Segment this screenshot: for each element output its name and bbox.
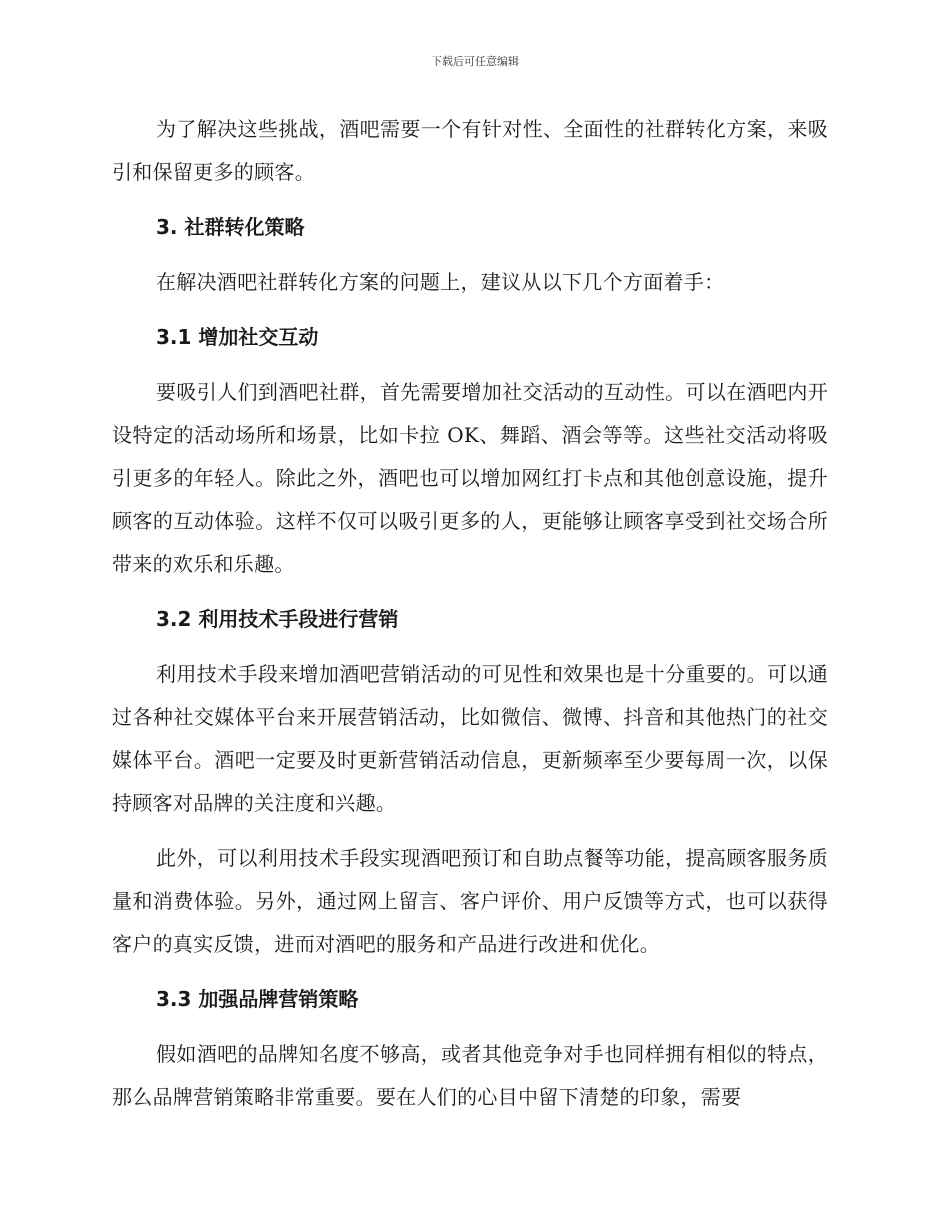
paragraph-overview: 在解决酒吧社群转化方案的问题上，建议从以下几个方面着手： [156,270,725,294]
section-heading-3-1: 3.1 增加社交互动 [156,325,319,349]
section-heading-3-2: 3.2 利用技术手段进行营销 [156,607,399,631]
section-heading-3-3: 3.3 加强品牌营销策略 [156,987,359,1011]
paragraph-intro: 为了解决这些挑战，酒吧需要一个有针对性、全面性的社群转化方案，来吸引和保留更多的顾客。 [112,117,828,184]
paragraph-brand-marketing: 假如酒吧的品牌知名度不够高，或者其他竞争对手也同样拥有相似的特点，那么品牌营销策略非常重要。要在人们的心目中留下清楚的印象，需要 [112,1042,828,1109]
document-body [112,108,828,1131]
paragraph-tech-marketing: 利用技术手段来增加酒吧营销活动的可见性和效果也是十分重要的。可以通过各种社交媒体平台来开展营销活动，比如微信、微博、抖音和其他热门的社交媒体平台。酒吧一定要及时更新营销活动信息，更新频率至少要每周一次，以保持顾客对品牌的关注度和兴趣。 [112,662,828,815]
section-heading-3: 3. 社群转化策略 [156,215,305,239]
header-note: 下载后可任意编辑 [431,55,519,68]
paragraph-social-interaction: 要吸引人们到酒吧社群，首先需要增加社交活动的互动性。可以在酒吧内开设特定的活动场所和场景，比如卡拉 OK、舞蹈、酒会等等。这些社交活动将吸引更多的年轻人。除此之外，酒吧也可以增加网红打卡点和其他创意设施，提升顾客的互动体验。这样不仅可以吸引更多的人，更能够让顾客享受到社交场合所带来的欢乐和乐趣。 [112,380,828,576]
paragraph-tech-services: 此外，可以利用技术手段实现酒吧预订和自助点餐等功能，提高顾客服务质量和消费体验。另外，通过网上留言、客户评价、用户反馈等方式，也可以获得客户的真实反馈，进而对酒吧的服务和产品进行改进和优化。 [112,846,828,956]
